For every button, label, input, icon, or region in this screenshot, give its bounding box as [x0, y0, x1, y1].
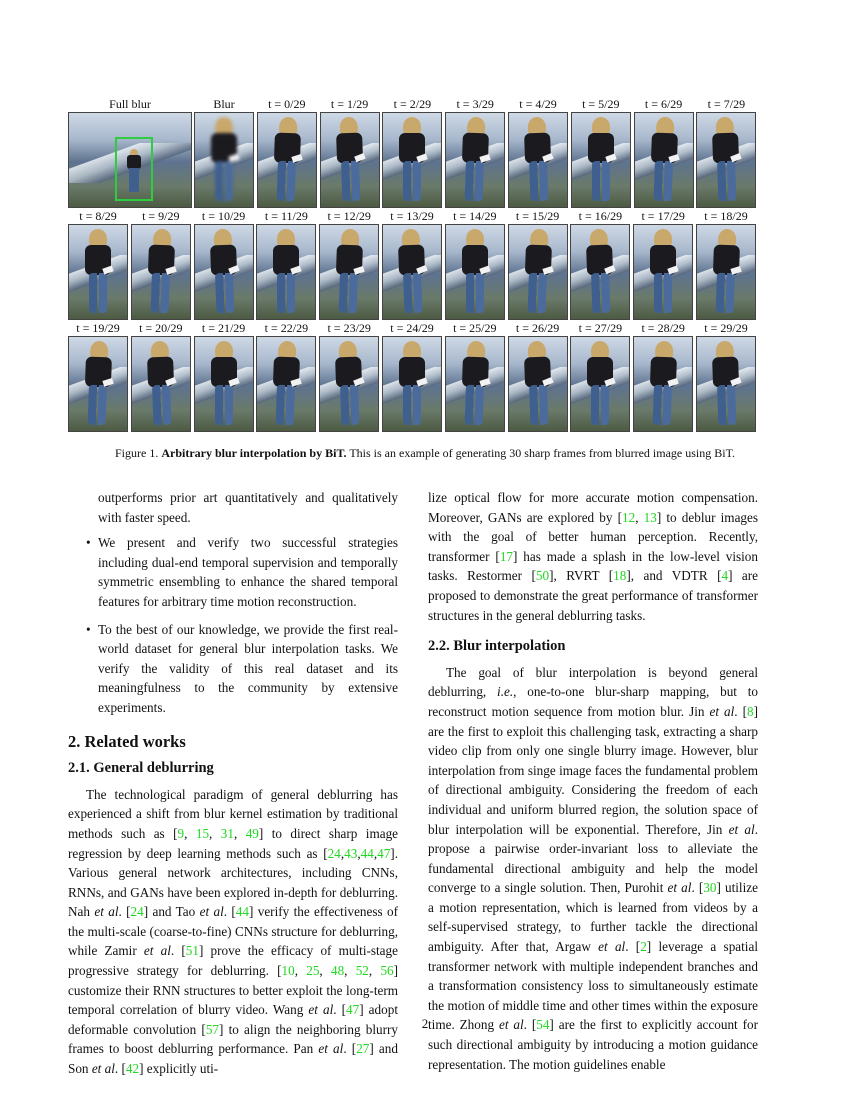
- frame-label: t = 14/29: [453, 209, 497, 223]
- figure-cell: [256, 320, 316, 432]
- left-column: [68, 488, 398, 1079]
- full-blur-image: [68, 112, 192, 208]
- frame-image: [633, 336, 693, 432]
- frame-label: t = 10/29: [201, 209, 246, 223]
- subsection-heading: 2.2. Blur interpolation: [428, 638, 566, 655]
- figure-cell: [508, 96, 568, 208]
- frame-label: t = 28/29: [641, 321, 685, 335]
- figure-cell: [696, 320, 756, 432]
- figure-cell: [382, 208, 442, 320]
- figure-cell: [696, 208, 756, 320]
- crop-box: [115, 137, 153, 201]
- figure-cell: [445, 320, 505, 432]
- frame-label: t = 26/29: [515, 321, 560, 335]
- frame-image: [194, 112, 254, 208]
- paragraph-general-deblurring: The technological paradigm of general deblurring has experienced a shift from blur kernel estimation by traditional methods such as [9, 15, 31, 49] to direct sharp image regression by deep learning methods such as [24,43,44,47]. Various general network architectures, including CNNs, RNNs, and GANs have been explored in-depth for deblurring. Nah et al. [24] and Tao et al. [44] verify the effectiveness of the multi-scale (coarse-to-fine) CNNs structure for deblurring, while Zamir et al. [51] prove the efficacy of multi-stage progressive strategy for deblurring. [10, 25, 48, 52, 56] customize their RNN structures to better exploit the long-term temporal correlation of blurry video. Wang et al. [47] adopt deformable convolution [57] to align the neighboring blurry frames to boost deblurring performance. Pan et al. [27] and Son et al. [42] explicitly uti-: [68, 786, 399, 1077]
- frame-label: t = 5/29: [582, 97, 620, 111]
- figure-cell: [68, 320, 128, 432]
- frame-image: [257, 112, 317, 208]
- frame-label: Blur: [213, 97, 235, 111]
- figure-cell: [319, 208, 379, 320]
- frame-image: [256, 336, 316, 432]
- frame-image: [319, 336, 379, 432]
- frame-label: t = 18/29: [704, 209, 748, 223]
- frame-image: [445, 336, 505, 432]
- frame-image: [68, 336, 128, 432]
- figure-row-3: [68, 320, 758, 432]
- frame-image: [256, 224, 316, 320]
- frame-label: t = 24/29: [390, 321, 434, 335]
- frame-image: [571, 112, 631, 208]
- frame-image: [131, 224, 191, 320]
- figure-cell: [633, 320, 693, 432]
- figure-cell: [382, 96, 442, 208]
- paragraph-continuation: lize optical flow for more accurate motion compensation. Moreover, GANs are explored by [12, 13] to deblur images with the goal of better human perception. Recently, transformer [17] has made a splash in the low-level vision tasks. Restormer [50], RVRT [18], and VDTR [4] are proposed to demonstrate the great performance of transformer structures in the general deblurring tasks.: [428, 490, 758, 623]
- contribution-text: To the best of our knowledge, we provide the first real-world dataset for general blur interpolation tasks. We verify the validity of this real dataset and its meaningfulness to the community by extensive experiments.: [98, 621, 398, 715]
- figure-cell: [508, 320, 568, 432]
- contribution-item: [68, 533, 398, 611]
- frame-image: [696, 336, 756, 432]
- frame-image: [382, 224, 442, 320]
- bullet-icon: •: [86, 621, 91, 637]
- section-heading: 2. Related works: [68, 731, 186, 751]
- frame-image: [131, 336, 191, 432]
- frame-label: t = 16/29: [578, 209, 623, 223]
- figure-cell: [194, 208, 254, 320]
- figure-caption: [68, 446, 782, 461]
- frame-image: [445, 112, 505, 208]
- figure-cell: [570, 320, 630, 432]
- figure-cell: [508, 208, 568, 320]
- contribution-list: [68, 533, 398, 717]
- figure-cell: [257, 96, 317, 208]
- frame-image: [696, 112, 756, 208]
- frame-label: t = 8/29: [79, 209, 117, 223]
- frame-label: t = 12/29: [327, 209, 371, 223]
- paragraph-blur-interpolation: The goal of blur interpolation is beyond general deblurring, i.e., one-to-one blur-sharp mapping, but to reconstruct motion sequence from motion blur. Jin et al. [8] are the first to exploit this challenging task, extracting a sharp video clip from only one single blurry image. However, blur interpolation from singe image faces the fundamental problem of directional ambiguity. Considering the freedom of each individual and uniform blurred region, the solution space of blur interpolation will be exponential. Therefore, Jin et al. propose a pairwise order-invariant loss to alleviate the fundamental directional ambiguity and help the model converge to a single solution. Then, Purohit et al. [30] utilize a motion representation, which is learned from videos by a self-supervised strategy, to further tackle the directional ambiguity. After that, Argaw et al. [2] leverage a spatial transformer network with multiple independent branches and a transformation consistency loss to simultaneously estimate the motion of middle time and other times within the exposure time. Zhong et al. [54] are the first to explicitly account for such directional ambiguity by introducing a motion guidance representation. The motion guidelines enable: [428, 664, 758, 1072]
- figure-cell: [68, 96, 192, 208]
- figure-cell: [320, 96, 380, 208]
- frame-image: [508, 112, 568, 208]
- page-number: 2: [421, 1016, 429, 1031]
- contribution-text: We present and verify two successful strategies including dual-end temporal supervision and temporally symmetric ensembling to enhance the shared temporal features for arbitrary time motion reconstruction.: [98, 535, 398, 609]
- figure-cell: [570, 208, 630, 320]
- frame-label: t = 3/29: [456, 97, 494, 111]
- figure-cell: [194, 96, 254, 208]
- caption-text: This is an example of generating 30 sharp frames from blurred image using BiT.: [346, 446, 736, 460]
- frame-image: [696, 224, 756, 320]
- frame-label: t = 6/29: [644, 97, 683, 111]
- figure-row-2: [68, 208, 758, 320]
- frame-image: [382, 112, 442, 208]
- frame-image: [319, 224, 379, 320]
- frame-label: t = 13/29: [390, 209, 434, 223]
- subsection-heading: 2.1. General deblurring: [68, 760, 214, 777]
- frame-label: Full blur: [109, 97, 151, 111]
- frame-image: [382, 336, 442, 432]
- frame-label: t = 15/29: [515, 209, 560, 223]
- figure-cell: [634, 96, 694, 208]
- frame-label: t = 25/29: [453, 321, 497, 335]
- frame-image: [508, 336, 568, 432]
- figure-cell: [68, 208, 128, 320]
- frame-image: [570, 336, 630, 432]
- frame-label: t = 1/29: [330, 97, 369, 111]
- figure-cell: [194, 320, 254, 432]
- caption-title: Arbitrary blur interpolation by BiT.: [161, 446, 347, 460]
- frame-label: t = 20/29: [139, 321, 183, 335]
- figure-cell: [131, 208, 191, 320]
- frame-image: [320, 112, 380, 208]
- frame-image: [570, 224, 630, 320]
- contribution-continuation: outperforms prior art quantitatively and qualitatively with faster speed.: [98, 490, 398, 525]
- frame-label: t = 7/29: [707, 97, 746, 111]
- figure-cell: [445, 96, 505, 208]
- frame-image: [194, 336, 254, 432]
- frame-label: t = 11/29: [264, 209, 308, 223]
- frame-label: t = 0/29: [268, 97, 306, 111]
- frame-label: t = 19/29: [76, 321, 120, 335]
- frame-label: t = 4/29: [519, 97, 557, 111]
- figure-row-1: [68, 96, 758, 208]
- figure-cell: [571, 96, 631, 208]
- frame-image: [633, 224, 693, 320]
- frame-label: t = 21/29: [201, 321, 246, 335]
- frame-label: t = 29/29: [704, 321, 748, 335]
- figure-cell: [696, 96, 756, 208]
- frame-image: [445, 224, 505, 320]
- frame-image: [508, 224, 568, 320]
- figure-cell: [131, 320, 191, 432]
- frame-label: t = 27/29: [578, 321, 623, 335]
- frame-image: [68, 224, 128, 320]
- figure-1: [68, 96, 758, 432]
- right-column: [428, 488, 758, 1074]
- contribution-item: [68, 620, 398, 718]
- figure-cell: [382, 320, 442, 432]
- figure-cell: [319, 320, 379, 432]
- figure-cell: [445, 208, 505, 320]
- frame-label: t = 2/29: [393, 97, 432, 111]
- figure-cell: [256, 208, 316, 320]
- frame-image: [634, 112, 694, 208]
- frame-label: t = 22/29: [264, 321, 309, 335]
- frame-label: t = 23/29: [327, 321, 371, 335]
- frame-label: t = 17/29: [641, 209, 685, 223]
- figure-cell: [633, 208, 693, 320]
- frame-label: t = 9/29: [142, 209, 180, 223]
- caption-prefix: Figure 1.: [114, 446, 162, 460]
- frame-image: [194, 224, 254, 320]
- bullet-icon: •: [86, 535, 91, 551]
